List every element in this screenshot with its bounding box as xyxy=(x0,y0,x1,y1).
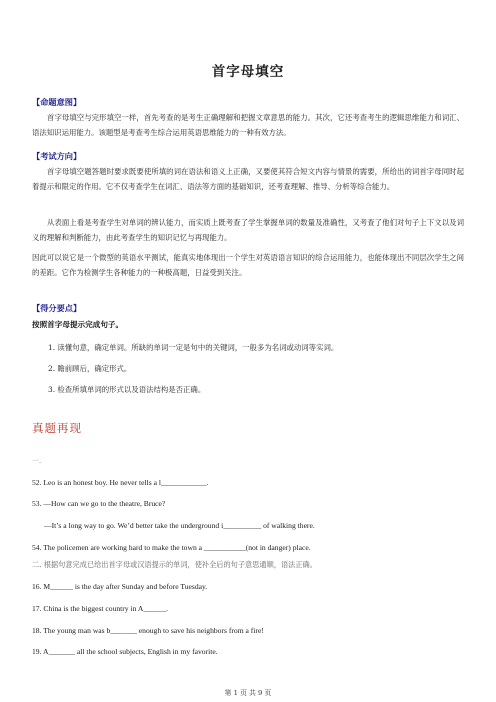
points-heading: 按照首字母提示完成句子。 xyxy=(32,320,124,329)
points-label: 【得分要点】 xyxy=(32,303,82,313)
question-17: 17. China is the biggest country in A______. xyxy=(32,604,169,613)
question-18: 18. The young man was b_______ enough to save his neighbors from a fire! xyxy=(32,626,264,635)
question-16: 16. M______ is the day after Sunday and before Tuesday. xyxy=(32,582,208,591)
part1-mark: 一. xyxy=(32,457,42,465)
direction-paragraph-2: 从表面上看是考查学生对单词的辨认能力，而实质上既考查了学生掌握单词的数量及准确性，又考查了他们对句子上下文以及词义的理解和判断能力，由此考查学生的知识记忆与再现能力。 xyxy=(32,218,464,243)
direction-paragraph-3: 因此可以说它是一个微型的英语水平测试，能真实地体现出一个学生对英语语言知识的综合运用能力，也能体现出不同层次学生之间的差距。它作为检测学生各种能力的一种极高题，日益受到关注。 xyxy=(32,253,464,278)
part2-instruction: 二. 根据句意完成已给出首字母或汉语提示的单词，使补全后的句子意思通顺，语法正确。 xyxy=(32,560,317,569)
page-title: 首字母填空 xyxy=(211,64,285,80)
question-54: 54. The policemen are working hard to make the town a ___________(not in danger) place. xyxy=(32,543,311,552)
question-53-a: 53. —How can we go to the theatre, Bruce? xyxy=(32,499,166,508)
page-footer: 第 1 页 共 9 页 xyxy=(224,689,272,697)
point-item: 1. 读懂句意，确定单词。所缺的单词一定是句中的关键词，一般多为名词或动词等实词。 xyxy=(48,343,339,352)
point-item: 3. 检查所填单词的形式以及语法结构是否正确。 xyxy=(48,385,206,394)
intent-text: 首字母填空与完形填空一样，首先考查的是考生正确理解和把握文章意思的能力。其次，它还考查考生的逻辑思维能力和词汇、语法知识运用能力。该题型是考查考生综合运用英语思维能力的一种有效方法。 xyxy=(32,113,464,138)
question-52: 52. Leo is an honest boy. He never tells a l____________. xyxy=(32,478,209,487)
question-53-b: —It’s a long way to go. We’d better take the underground i__________ of walking there. xyxy=(44,521,315,530)
real-questions-heading: 真题再现 xyxy=(32,421,82,435)
intent-label: 【命题意图】 xyxy=(32,97,82,107)
direction-label: 【考试方向】 xyxy=(32,151,82,161)
point-item: 2. 瞻前顾后，确定形式。 xyxy=(48,364,132,373)
question-19: 19. A_______ all the school subjects, English in my favorite. xyxy=(32,647,218,656)
direction-paragraph-1: 首字母填空题答题时要求既要使所填的词在语法和语义上正确，又要使其符合短文内容与情景的需要，所给出的词首字母同时起着提示和限定的作用。它不仅考查学生在词汇、语法等方面的基础知识，还考查理解、推导、分析等综合能力。 xyxy=(32,167,464,192)
